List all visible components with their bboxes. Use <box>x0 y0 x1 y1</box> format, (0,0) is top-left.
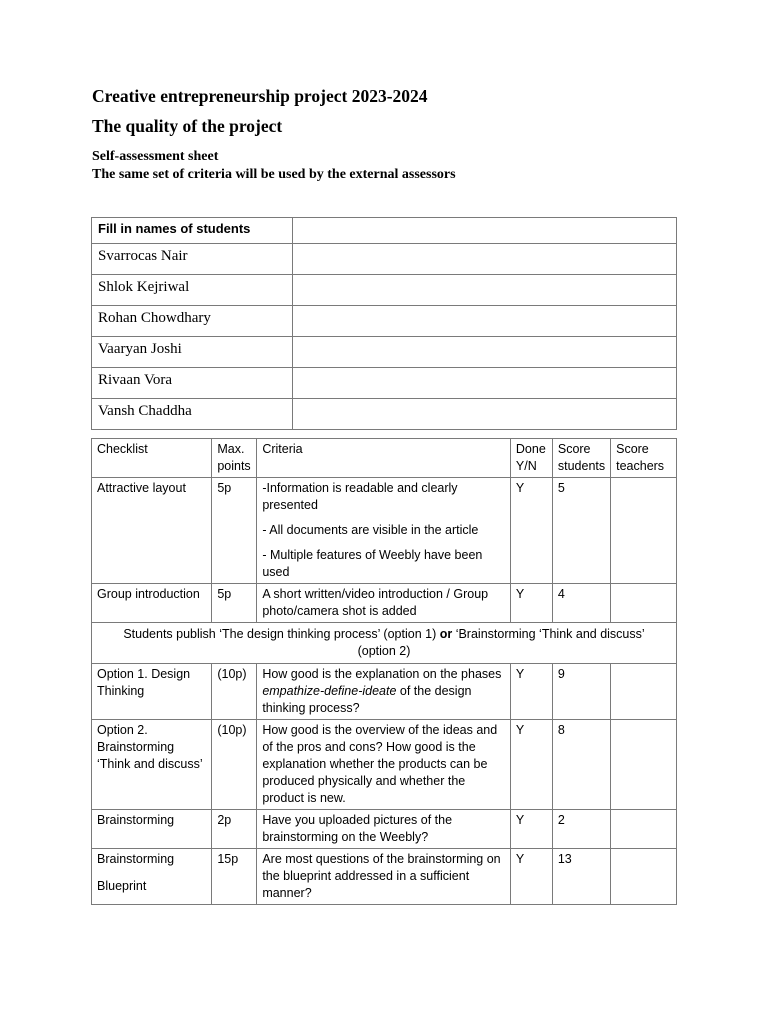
criteria-pre: How good is the explanation on the phases <box>262 667 502 681</box>
students-header-label: Fill in names of students <box>92 218 293 244</box>
row-item: Option 1. Design Thinking <box>92 664 212 720</box>
criteria-emphasis: empathize-define-ideate <box>262 684 397 698</box>
header-checklist: Checklist <box>92 439 212 478</box>
row-criteria: Are most questions of the brainstorming on the blueprint addressed in a sufficient manner? <box>257 849 511 905</box>
header-max-points: Max. points <box>212 439 257 478</box>
row-done: Y <box>510 664 552 720</box>
row-score-students: 13 <box>552 849 610 905</box>
option-note-or: or <box>439 627 453 641</box>
row-points: 2p <box>212 810 257 849</box>
checklist-row <box>92 478 677 584</box>
row-score-students: 8 <box>552 720 610 810</box>
checklist-row <box>92 664 677 720</box>
row-item: Attractive layout <box>92 478 212 584</box>
row-score-students: 4 <box>552 584 610 623</box>
row-item <box>92 849 212 905</box>
option-note <box>92 623 677 664</box>
header-score-teachers: Score teachers <box>611 439 677 478</box>
row-item-line: Blueprint <box>97 879 147 893</box>
row-score-teachers[interactable] <box>611 478 677 584</box>
header-done: Done Y/N <box>510 439 552 478</box>
row-score-teachers[interactable] <box>611 720 677 810</box>
student-extra-cell[interactable] <box>293 275 677 306</box>
row-criteria: Have you uploaded pictures of the brainstorming on the Weebly? <box>257 810 511 849</box>
document-title: Creative entrepreneurship project 2023-2024 <box>92 86 428 106</box>
row-done: Y <box>510 584 552 623</box>
student-name: Shlok Kejriwal <box>92 275 293 306</box>
student-name: Rohan Chowdhary <box>92 306 293 337</box>
checklist-row <box>92 720 677 810</box>
row-points: 5p <box>212 478 257 584</box>
student-extra-cell[interactable] <box>293 306 677 337</box>
student-name: Vansh Chaddha <box>92 399 293 430</box>
checklist-header-row <box>92 439 677 478</box>
student-row <box>92 244 677 275</box>
row-done: Y <box>510 849 552 905</box>
sheet-note: The same set of criteria will be used by the external assessors <box>92 167 456 182</box>
criteria-line: - Multiple features of Weebly have been used <box>262 548 483 579</box>
sheet-label: Self-assessment sheet <box>92 149 219 164</box>
criteria-line: -Information is readable and clearly presented <box>262 481 458 512</box>
row-score-students: 9 <box>552 664 610 720</box>
student-extra-cell[interactable] <box>293 368 677 399</box>
document-subtitle: The quality of the project <box>92 116 283 136</box>
row-criteria <box>257 584 511 623</box>
row-item: Option 2. Brainstorming ‘Think and discuss’ <box>92 720 212 810</box>
students-header-row <box>92 218 677 244</box>
student-name: Vaaryan Joshi <box>92 337 293 368</box>
checklist-row <box>92 849 677 905</box>
students-header-empty[interactable] <box>293 218 677 244</box>
student-name: Rivaan Vora <box>92 368 293 399</box>
row-item-line: Brainstorming <box>97 852 175 866</box>
row-criteria <box>257 478 511 584</box>
option-note-part1: Students publish ‘The design thinking process’ (option 1) <box>123 627 440 641</box>
row-score-students: 2 <box>552 810 610 849</box>
option-note-part2: ‘Brainstorming ‘Think and discuss’ (option 2) <box>357 627 645 658</box>
student-extra-cell[interactable] <box>293 244 677 275</box>
student-row <box>92 306 677 337</box>
option-note-row <box>92 623 677 664</box>
row-item: Brainstorming <box>92 810 212 849</box>
row-score-teachers[interactable] <box>611 849 677 905</box>
student-row <box>92 337 677 368</box>
checklist-table <box>91 438 677 905</box>
student-extra-cell[interactable] <box>293 399 677 430</box>
student-name: Svarrocas Nair <box>92 244 293 275</box>
criteria-line: A short written/video introduction / Group photo/camera shot is added <box>262 587 489 618</box>
checklist-row <box>92 810 677 849</box>
student-row <box>92 368 677 399</box>
row-done: Y <box>510 810 552 849</box>
header-criteria: Criteria <box>257 439 511 478</box>
row-points: 15p <box>212 849 257 905</box>
row-points: (10p) <box>212 664 257 720</box>
students-table <box>91 217 677 430</box>
row-score-students: 5 <box>552 478 610 584</box>
student-row <box>92 399 677 430</box>
row-item: Group introduction <box>92 584 212 623</box>
row-criteria <box>257 664 511 720</box>
row-done: Y <box>510 720 552 810</box>
criteria-line: - All documents are visible in the article <box>262 523 479 537</box>
student-row <box>92 275 677 306</box>
header-score-students: Score students <box>552 439 610 478</box>
row-points: (10p) <box>212 720 257 810</box>
row-points: 5p <box>212 584 257 623</box>
criteria-post: of the design thinking process? <box>262 684 472 715</box>
student-extra-cell[interactable] <box>293 337 677 368</box>
row-criteria: How good is the overview of the ideas and of the pros and cons? How good is the explanation whether the products can be produced physically and whether the product is new. <box>257 720 511 810</box>
checklist-row <box>92 584 677 623</box>
row-score-teachers[interactable] <box>611 584 677 623</box>
row-score-teachers[interactable] <box>611 664 677 720</box>
row-score-teachers[interactable] <box>611 810 677 849</box>
row-done: Y <box>510 478 552 584</box>
